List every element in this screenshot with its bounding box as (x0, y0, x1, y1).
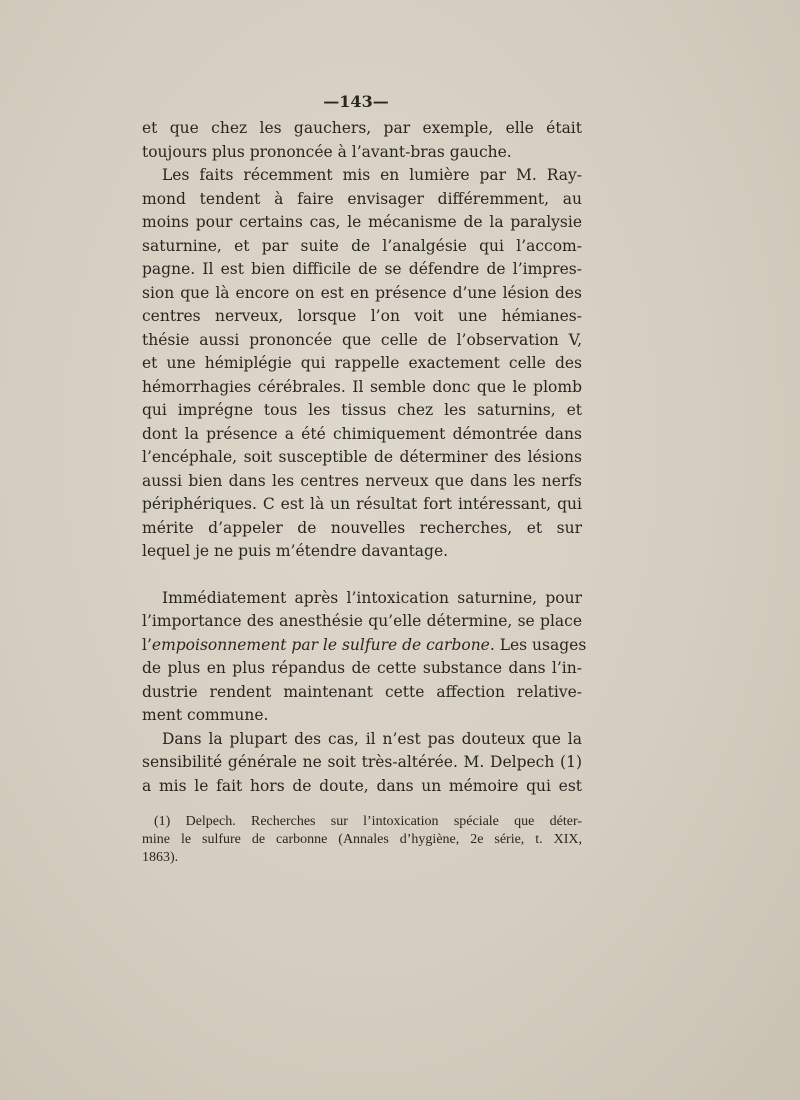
text-line: a mis le fait hors de doute, dans un mémoire qui est (142, 776, 582, 795)
italic-phrase: empoisonnement par le sulfure de carbone (151, 635, 490, 654)
text-line: moins pour certains cas, le mécanisme de la paralysie (142, 213, 582, 231)
text-line: toujours plus prononcée à l’avant-bras gauche. (142, 142, 512, 161)
footnote (142, 813, 582, 867)
body-text (142, 117, 587, 798)
text-line: mérite d’appeler de nouvelles recherches, et sur (142, 518, 582, 537)
text-line: l’encéphale, soit susceptible de déterminer des lésions (142, 448, 582, 466)
text-line: thésie aussi prononcée que celle de l’observation V, (142, 330, 582, 349)
text-line: l’importance des anesthésie qu’elle détermine, se place (142, 612, 582, 630)
text-line: aussi bien dans les centres nerveux que dans les nerfs (142, 471, 582, 490)
text-line: lequel je ne puis m’étendre davantage. (142, 542, 449, 560)
text-fragment: l’ (142, 635, 152, 654)
footnote-line: (1) Delpech. Recherches sur l’intoxication spéciale que déter- (154, 814, 582, 829)
text-line: dustrie rendent maintenant cette affection relative- (142, 682, 582, 701)
text-line: qui imprégne tous les tissus chez les saturnins, et (142, 401, 582, 419)
text-line: dont la présence a été chimiquement démontrée dans (142, 424, 582, 443)
text-line: et une hémiplégie qui rappelle exactement celle des (142, 354, 582, 372)
text-line: et que chez les gauchers, par exemple, elle était (142, 119, 582, 137)
text-line: sion que là encore on est en présence d’une lésion des (142, 283, 582, 302)
paragraph-3 (142, 587, 587, 728)
text-line: sensibilité générale ne soit très-altérée. M. Delpech (1) (142, 753, 582, 771)
paragraph-4 (142, 728, 582, 799)
text-line: ment commune. (142, 706, 269, 724)
text-line: Dans la plupart des cas, il n’est pas douteux que la (162, 729, 582, 748)
text-line: mond tendent à faire envisager différemment, au (142, 189, 582, 208)
text-line: Immédiatement après l’intoxication saturnine, pour (162, 588, 582, 607)
text-fragment: . Les usages (489, 635, 587, 654)
text-line: hémorrhagies cérébrales. Il semble donc que le plomb (142, 377, 582, 396)
text-line: périphériques. C est là un résultat fort intéressant, qui (142, 495, 582, 513)
footnote-line: mine le sulfure de carbonne (Annales d’hygiène, 2e série, t. XIX, (142, 832, 582, 847)
footnote-line: 1863). (142, 850, 179, 865)
text-line: Les faits récemment mis en lumière par M. Ray- (162, 166, 582, 184)
text-line: saturnine, et par suite de l’analgésie qui l’accom- (142, 236, 582, 255)
page-number: —143— (323, 92, 389, 111)
text-line-with-italic (142, 634, 587, 658)
text-line: de plus en plus répandus de cette substance dans l’in- (142, 659, 582, 677)
paragraph-1 (142, 117, 582, 164)
text-line: centres nerveux, lorsque l’on voit une hémianes- (142, 307, 582, 325)
text-line: pagne. Il est bien difficile de se défendre de l’impres- (142, 260, 582, 278)
paragraph-2 (142, 164, 582, 564)
